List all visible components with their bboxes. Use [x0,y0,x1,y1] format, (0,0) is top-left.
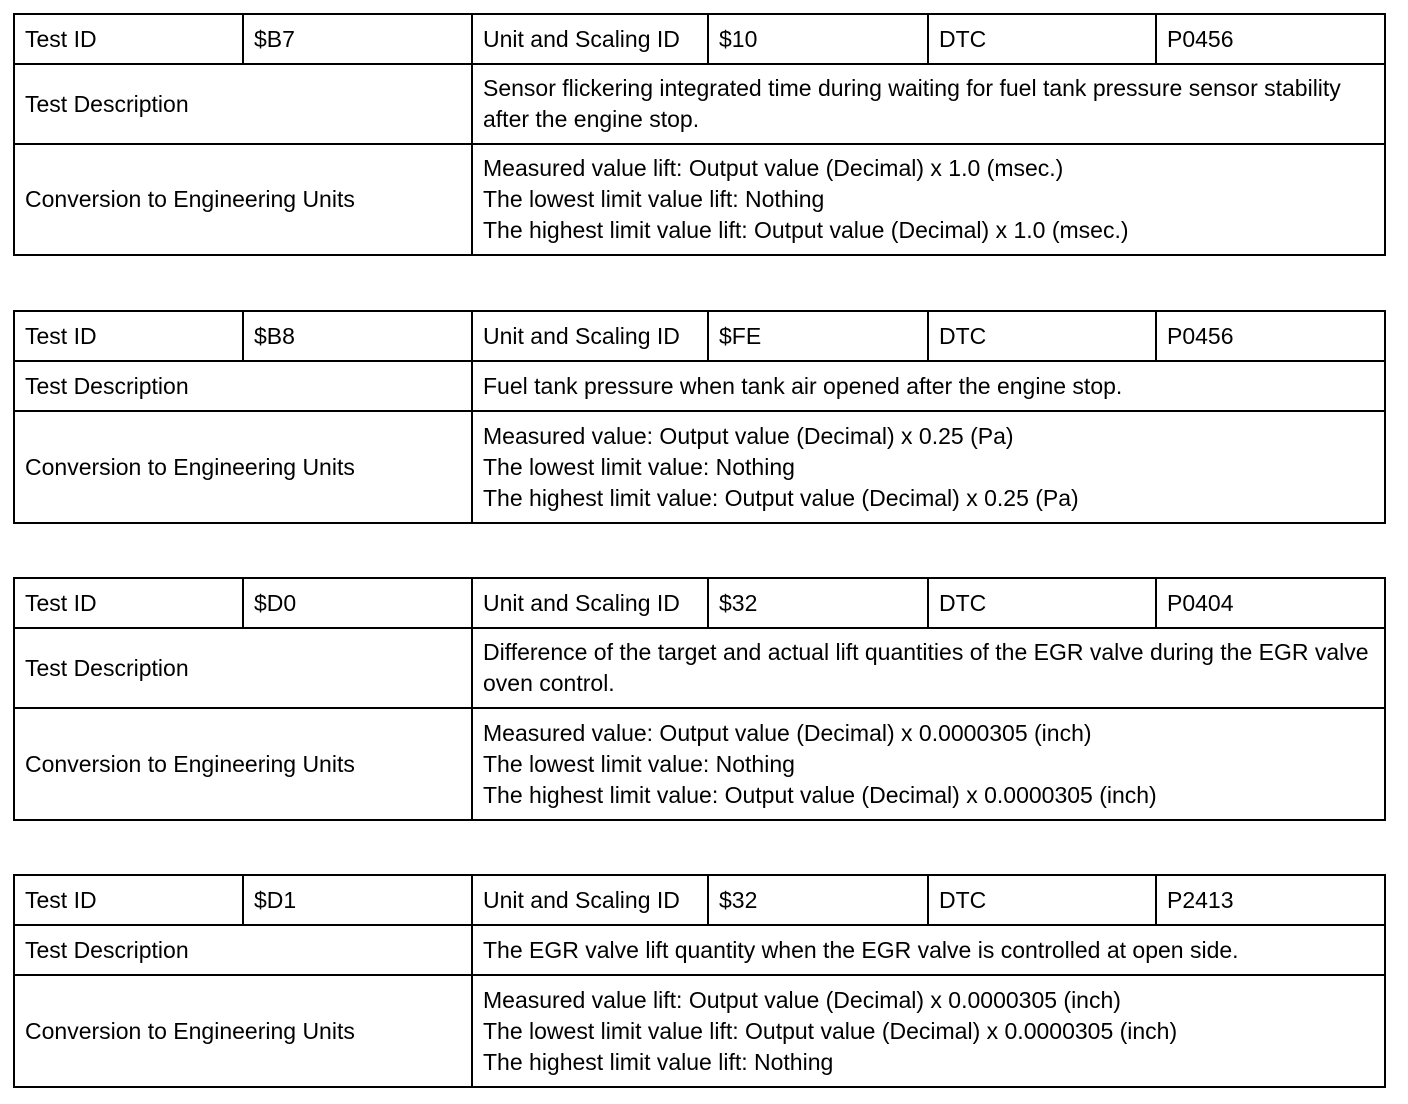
unit-scaling-id-label: Unit and Scaling ID [472,875,708,925]
test-id-value: $D0 [243,578,472,628]
test-table-b8 [13,310,1386,524]
conversion-value [472,411,1385,523]
dtc-label: DTC [928,311,1156,361]
header-row [14,578,1385,628]
unit-scaling-id-value: $32 [708,578,928,628]
conversion-label: Conversion to Engineering Units [14,144,472,255]
test-table-d1 [13,874,1386,1088]
test-description-value: Sensor flickering integrated time during waiting for fuel tank pressure sensor stability after the engine stop. [472,64,1385,144]
test-id-label: Test ID [14,578,243,628]
dtc-label: DTC [928,875,1156,925]
header-row [14,14,1385,64]
test-description-label: Test Description [14,64,472,144]
test-description-label: Test Description [14,925,472,975]
header-row [14,875,1385,925]
highest-limit-line: The highest limit value: Output value (Decimal) x 0.0000305 (inch) [483,781,1157,808]
test-id-label: Test ID [14,875,243,925]
dtc-value: P0456 [1156,311,1385,361]
description-row [14,64,1385,144]
conversion-value [472,975,1385,1087]
test-description-value: Fuel tank pressure when tank air opened after the engine stop. [472,361,1385,411]
conversion-value [472,144,1385,255]
dtc-label: DTC [928,578,1156,628]
lowest-limit-line: The lowest limit value: Nothing [483,453,795,480]
measured-value-line: Measured value lift: Output value (Decimal) x 1.0 (msec.) [483,155,1064,181]
header-row [14,311,1385,361]
test-description-label: Test Description [14,361,472,411]
conversion-row [14,708,1385,820]
measured-value-line: Measured value: Output value (Decimal) x 0.25 (Pa) [483,422,1014,449]
lowest-limit-line: The lowest limit value lift: Nothing [483,186,825,212]
dtc-value: P0404 [1156,578,1385,628]
conversion-row [14,411,1385,523]
unit-scaling-id-label: Unit and Scaling ID [472,14,708,64]
description-row [14,628,1385,708]
test-description-label: Test Description [14,628,472,708]
test-id-label: Test ID [14,14,243,64]
test-table-d0 [13,577,1386,821]
conversion-label: Conversion to Engineering Units [14,708,472,820]
dtc-value: P0456 [1156,14,1385,64]
description-row [14,361,1385,411]
highest-limit-line: The highest limit value lift: Nothing [483,1048,834,1075]
dtc-value: P2413 [1156,875,1385,925]
conversion-label: Conversion to Engineering Units [14,975,472,1087]
test-table-b7 [13,13,1386,256]
test-id-label: Test ID [14,311,243,361]
measured-value-line: Measured value: Output value (Decimal) x 0.0000305 (inch) [483,719,1092,746]
highest-limit-line: The highest limit value lift: Output value (Decimal) x 1.0 (msec.) [483,217,1129,243]
test-description-value: The EGR valve lift quantity when the EGR valve is controlled at open side. [472,925,1385,975]
unit-scaling-id-value: $FE [708,311,928,361]
unit-scaling-id-label: Unit and Scaling ID [472,578,708,628]
test-id-value: $B7 [243,14,472,64]
conversion-row [14,144,1385,255]
conversion-label: Conversion to Engineering Units [14,411,472,523]
unit-scaling-id-value: $32 [708,875,928,925]
measured-value-line: Measured value lift: Output value (Decimal) x 0.0000305 (inch) [483,986,1121,1013]
description-row [14,925,1385,975]
lowest-limit-line: The lowest limit value lift: Output value (Decimal) x 0.0000305 (inch) [483,1017,1178,1044]
lowest-limit-line: The lowest limit value: Nothing [483,750,795,777]
test-id-value: $B8 [243,311,472,361]
conversion-row [14,975,1385,1087]
test-id-value: $D1 [243,875,472,925]
test-description-value: Difference of the target and actual lift quantities of the EGR valve during the EGR valve oven control. [472,628,1385,708]
unit-scaling-id-value: $10 [708,14,928,64]
unit-scaling-id-label: Unit and Scaling ID [472,311,708,361]
highest-limit-line: The highest limit value: Output value (Decimal) x 0.25 (Pa) [483,484,1079,511]
dtc-label: DTC [928,14,1156,64]
conversion-value [472,708,1385,820]
